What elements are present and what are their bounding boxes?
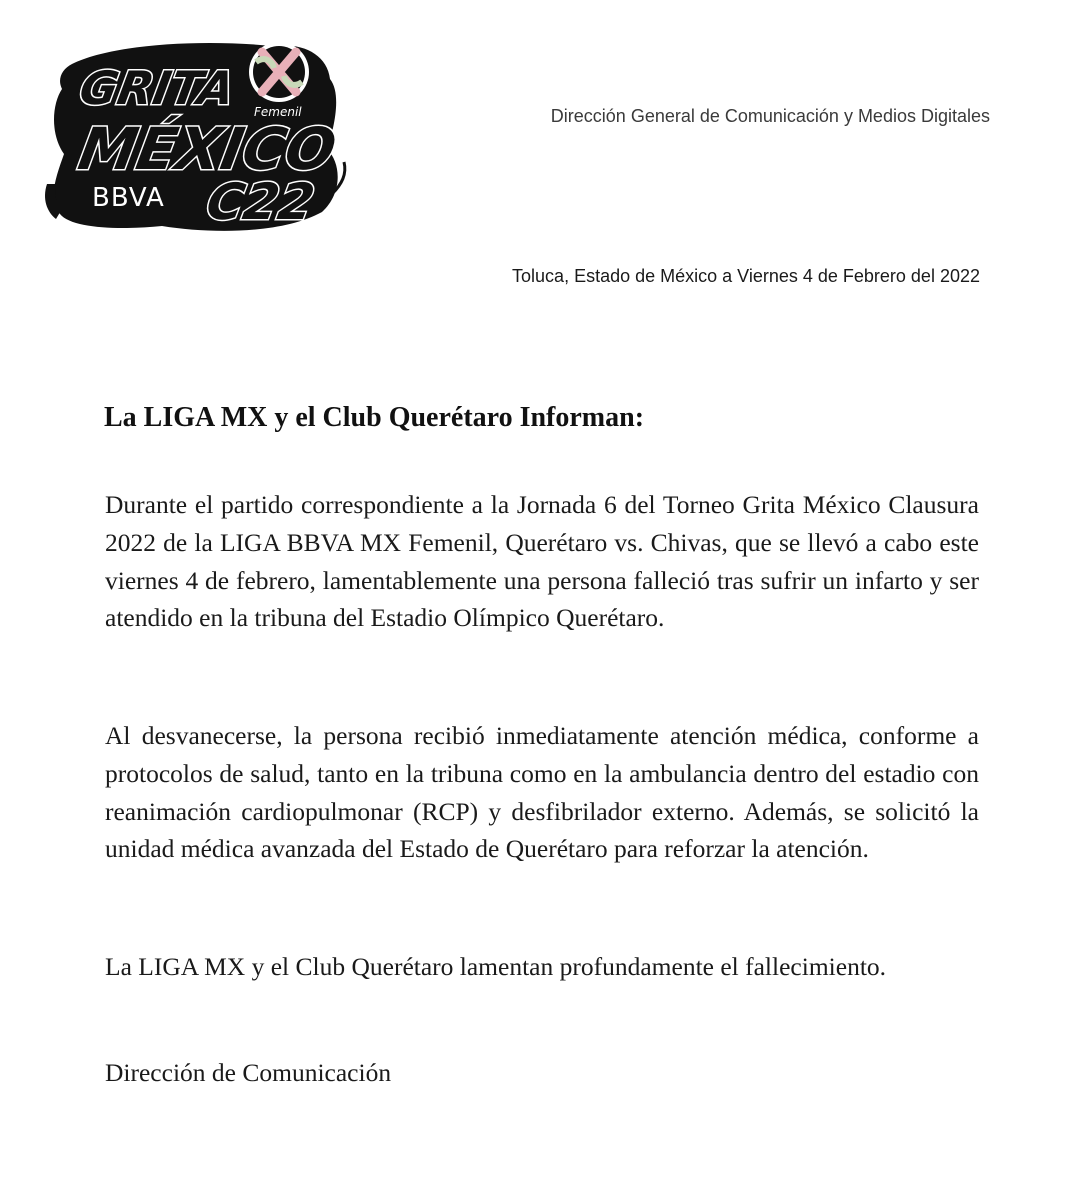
svg-text:GRITA: GRITA xyxy=(75,61,239,115)
body-paragraph-1: Durante el partido correspondiente a la Jornada 6 del Torneo Grita México Clausura 2022 de la LIGA BBVA MX Femenil, Querétaro vs. Chivas, que se llevó a cabo este viernes 4 de febrero, lamentablemente una persona falleció tras sufrir un infarto y ser atendido en la tribuna del Estadio Olímpico Querétaro. xyxy=(105,490,979,633)
body-paragraph-2: Al desvanecerse, la persona recibió inmediatamente atención médica, conforme a protocolos de salud, tanto en la tribuna como en la ambulancia dentro del estadio con reanimación cardiopulmonar (RCP) y desfibrilador externo. Además, se solicitó la unidad médica avanzada del Estado de Querétaro para reforzar la atención. xyxy=(105,721,979,864)
dateline: Toluca, Estado de México a Viernes 4 de Febrero del 2022 xyxy=(512,266,980,286)
body-paragraph-3: La LIGA MX y el Club Querétaro lamentan profundamente el fallecimiento. xyxy=(105,952,887,981)
grita-mexico-logo xyxy=(42,34,352,239)
svg-text:C22: C22 xyxy=(202,172,319,231)
svg-text:MÉXICO: MÉXICO xyxy=(73,115,342,183)
liga-mx-ball-icon xyxy=(249,42,309,102)
press-release-headline: La LIGA MX y el Club Querétaro Informan: xyxy=(104,402,645,433)
department-name: Dirección General de Comunicación y Medios Digitales xyxy=(550,106,990,126)
svg-text:BBVA: BBVA xyxy=(92,183,165,213)
svg-text:Femenil: Femenil xyxy=(254,105,302,119)
signature: Dirección de Comunicación xyxy=(105,1058,392,1087)
